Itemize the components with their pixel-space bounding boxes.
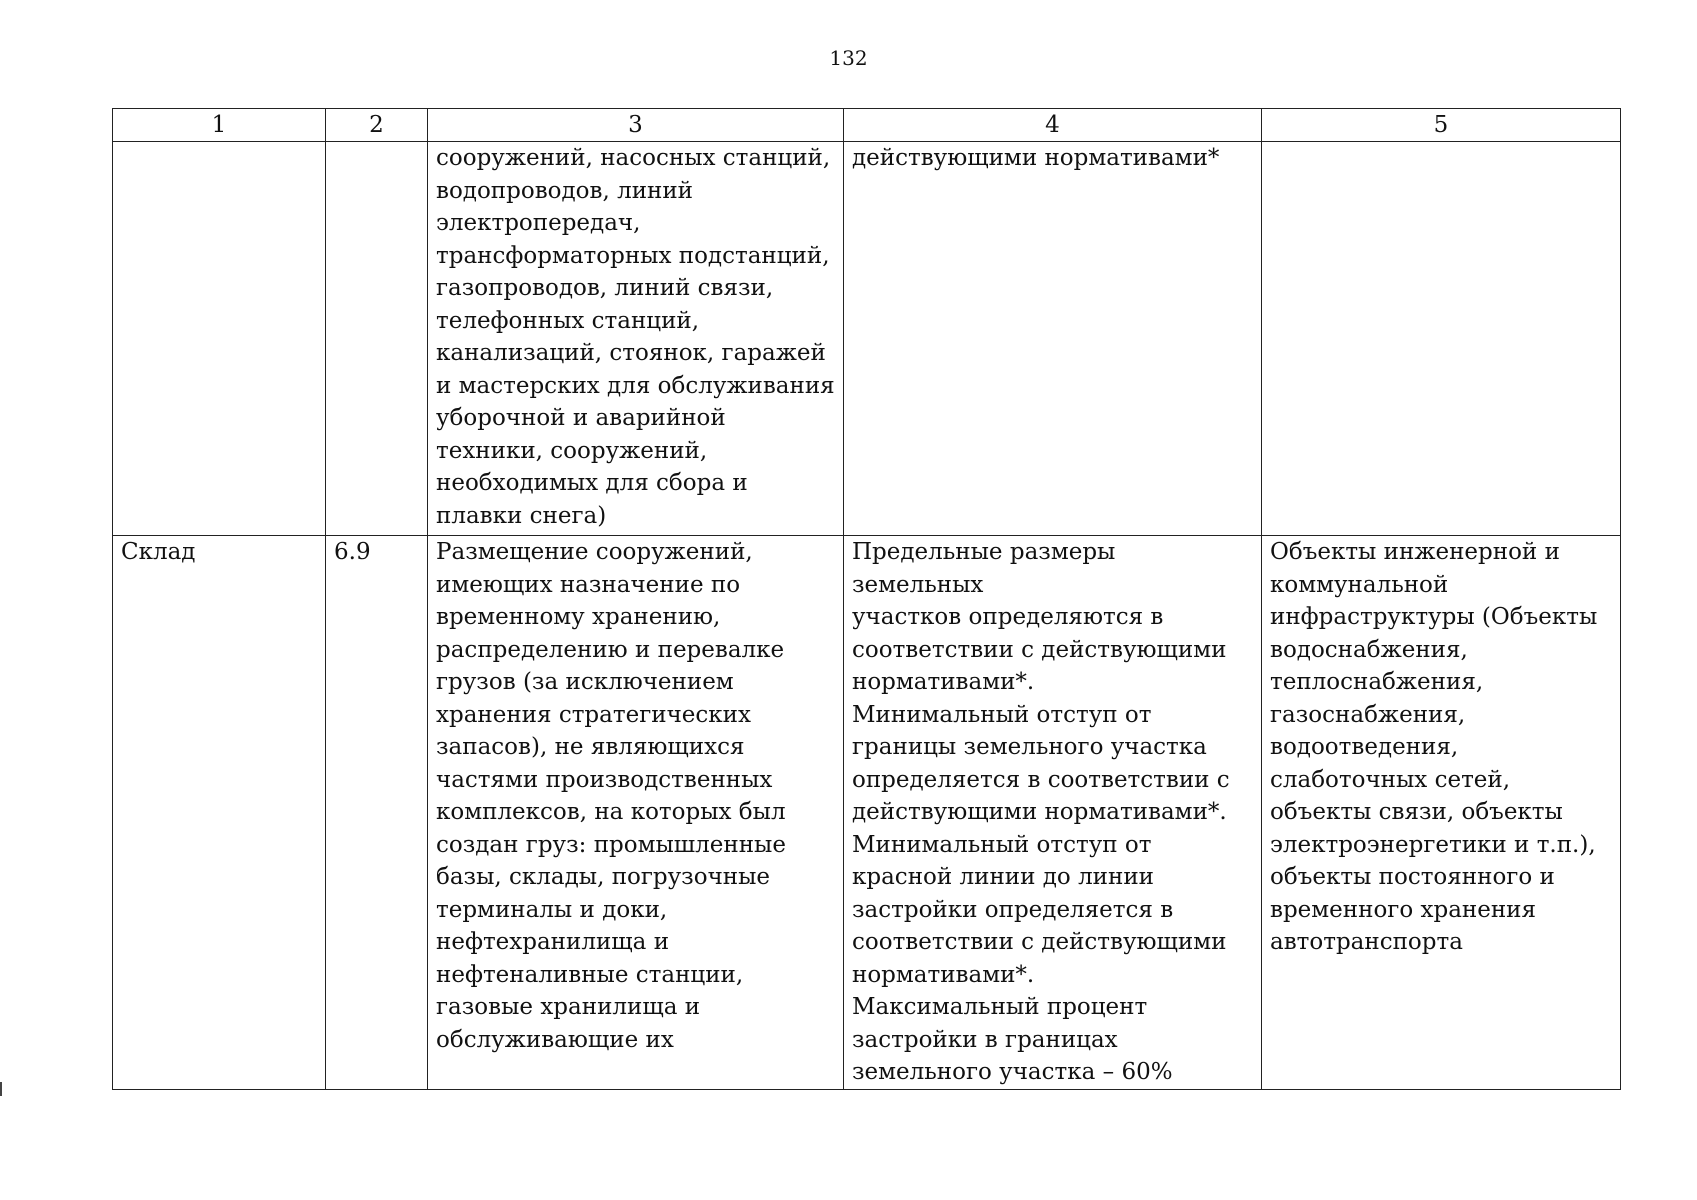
column-header-3: 3 [428, 109, 844, 142]
margin-scan-mark [0, 1082, 6, 1096]
cell-parameters: действующими нормативами* [844, 142, 1262, 536]
table-row [113, 142, 1621, 536]
column-header-4: 4 [844, 109, 1262, 142]
cell-code [326, 142, 428, 536]
table-header-row [113, 109, 1621, 142]
cell-auxiliary-uses: Объекты инженерной и коммунальной инфраструктуры (Объекты водоснабжения, теплоснабжения, газоснабжения, водоотведения, слаботочных сетей, объекты связи, объекты электроэнергетики и т.п.), объекты постоянного и временного хранения автотранспорта [1262, 536, 1621, 1090]
cell-description: сооружений, насосных станций, водопроводов, линий электропередач, трансформаторных подстанций, газопроводов, линий связи, телефонных станций, канализаций, стоянок, гаражей и мастерских для обслуживания уборочной и аварийной техники, сооружений, необходимых для сбора и плавки снега) [428, 142, 844, 536]
cell-auxiliary-uses [1262, 142, 1621, 536]
table-row [113, 536, 1621, 1090]
regulations-table [112, 108, 1621, 1090]
column-header-5: 5 [1262, 109, 1621, 142]
cell-land-use-name: Склад [113, 536, 326, 1090]
column-header-2: 2 [326, 109, 428, 142]
cell-description: Размещение сооружений, имеющих назначение по временному хранению, распределению и перевалке грузов (за исключением хранения стратегических запасов), не являющихся частями производственных комплексов, на которых был создан груз: промышленные базы, склады, погрузочные терминалы и доки, нефтехранилища и нефтеналивные станции, газовые хранилища и обслуживающие их [428, 536, 844, 1090]
page-number: 132 [829, 46, 868, 70]
column-header-1: 1 [113, 109, 326, 142]
cell-land-use-name [113, 142, 326, 536]
cell-parameters: Предельные размеры земельных участков определяются в соответствии с действующими нормативами*. Минимальный отступ от границы земельного участка определяется в соответствии с действующими нормативами*. Минимальный отступ от красной линии до линии застройки определяется в соответствии с действующими нормативами*. Максимальный процент застройки в границах земельного участка – 60% [844, 536, 1262, 1090]
cell-code: 6.9 [326, 536, 428, 1090]
